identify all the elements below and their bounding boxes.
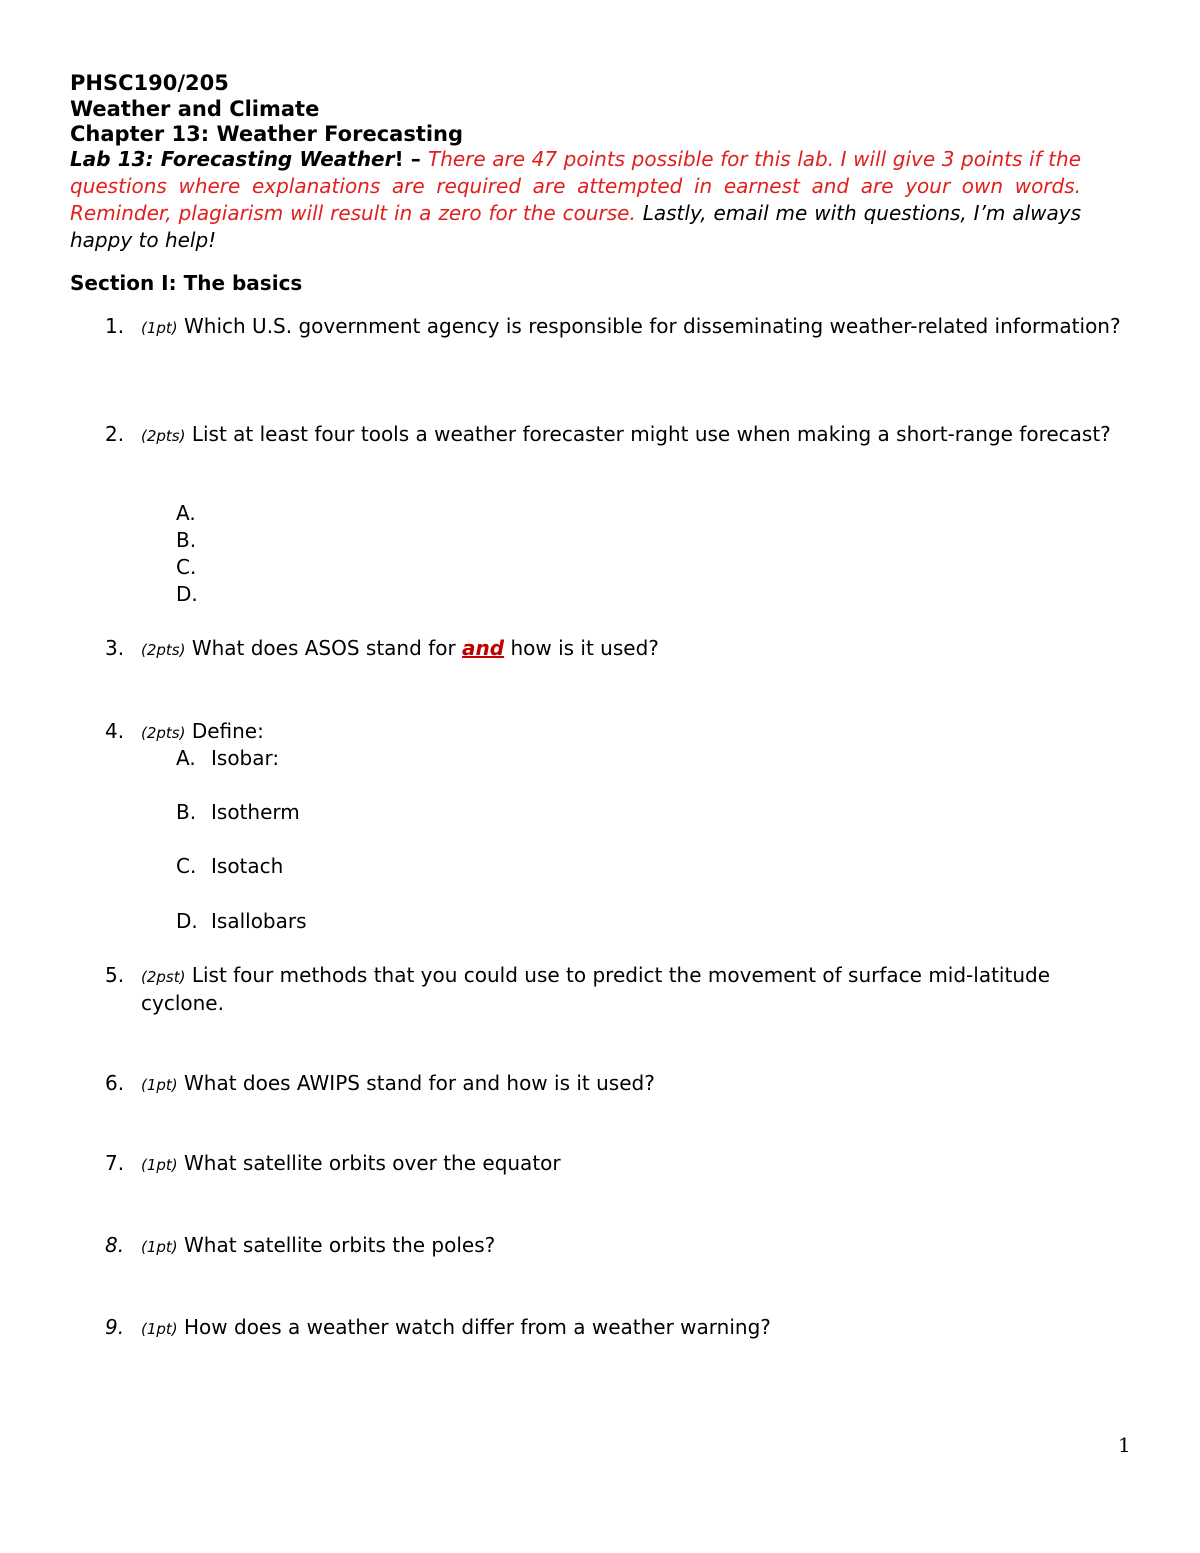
tool-answer-b: B. xyxy=(176,528,197,552)
question-number: 7. xyxy=(105,1151,125,1175)
question-text: Define: xyxy=(185,719,264,743)
define-item-d xyxy=(176,908,307,934)
question-body xyxy=(141,1070,1131,1098)
closing-plain: Lastly, email me xyxy=(635,201,815,225)
define-letter: B. xyxy=(176,800,197,824)
question-points: (1pt) xyxy=(141,1238,178,1256)
question-text-after: how is it used? xyxy=(504,636,659,660)
question-points: (2pst) xyxy=(141,968,186,986)
question-number: 8. xyxy=(105,1233,125,1257)
course-subject: Weather and Climate xyxy=(70,97,320,121)
closing-italic: with questions, I’m always happy to help! xyxy=(70,201,1081,252)
lab-points-note: There are 47 points possible for this lab. I will give 3 points if the questions where explanations are required are attempted in earnest and are your own words. Reminder, plagiarism will result in a zero for the course. xyxy=(70,147,1081,225)
question-number: 3. xyxy=(105,636,125,660)
define-term: Isotach xyxy=(211,854,284,878)
question-points: (1pt) xyxy=(141,1076,178,1094)
question-number: 4. xyxy=(105,719,125,743)
question-text: What satellite orbits the poles? xyxy=(177,1233,496,1257)
tool-answer-a: A. xyxy=(176,501,196,525)
question-body xyxy=(141,718,1131,746)
question-text: Which U.S. government agency is responsible for disseminating weather-related information? xyxy=(177,314,1121,338)
question-body xyxy=(141,962,1131,1016)
define-item-b xyxy=(176,799,300,825)
question-body xyxy=(141,1232,1131,1260)
question-text-before: What does ASOS stand for xyxy=(185,636,463,660)
emphasis-and: and xyxy=(462,636,505,660)
question-body xyxy=(141,421,1131,449)
section-title: Section I: The basics xyxy=(70,271,303,295)
define-item-c xyxy=(176,853,283,879)
question-text: List four methods that you could use to predict the movement of surface mid-latitude cyclone. xyxy=(141,963,1050,1015)
question-body xyxy=(141,1314,1131,1342)
define-letter: D. xyxy=(176,909,198,933)
course-code: PHSC190/205 xyxy=(70,71,229,95)
question-points: (1pt) xyxy=(141,1320,178,1338)
question-text: What satellite orbits over the equator xyxy=(177,1151,561,1175)
chapter-title: Chapter 13: Weather Forecasting xyxy=(70,122,464,146)
question-body xyxy=(141,635,1131,663)
define-term: Isobar: xyxy=(211,746,280,770)
question-points: (2pts) xyxy=(141,724,186,742)
question-points: (2pts) xyxy=(141,427,186,445)
question-number: 9. xyxy=(105,1315,125,1339)
question-points: (1pt) xyxy=(141,1156,178,1174)
question-points: (1pt) xyxy=(141,319,178,337)
tool-answer-c: C. xyxy=(176,555,197,579)
question-number: 1. xyxy=(105,314,125,338)
question-text: How does a weather watch differ from a weather warning? xyxy=(177,1315,771,1339)
question-text: List at least four tools a weather forecaster might use when making a short-range forecast? xyxy=(185,422,1111,446)
question-number: 2. xyxy=(105,422,125,446)
define-letter: A. xyxy=(176,746,196,770)
define-term: Isotherm xyxy=(211,800,300,824)
lab-intro xyxy=(70,146,1081,254)
define-term: Isallobars xyxy=(211,909,307,933)
page-number: 1 xyxy=(1118,1433,1131,1457)
question-text: What does AWIPS stand for and how is it used? xyxy=(177,1071,655,1095)
question-number: 5. xyxy=(105,963,125,987)
define-item-a xyxy=(176,745,279,771)
question-points: (2pts) xyxy=(141,641,186,659)
question-body xyxy=(141,313,1131,341)
lab-title-punct: ! – xyxy=(394,147,428,171)
define-letter: C. xyxy=(176,854,197,878)
tool-answer-d: D. xyxy=(176,582,198,606)
lab-title: Lab 13: Forecasting Weather xyxy=(70,147,395,171)
question-number: 6. xyxy=(105,1071,125,1095)
question-body xyxy=(141,1150,1131,1178)
